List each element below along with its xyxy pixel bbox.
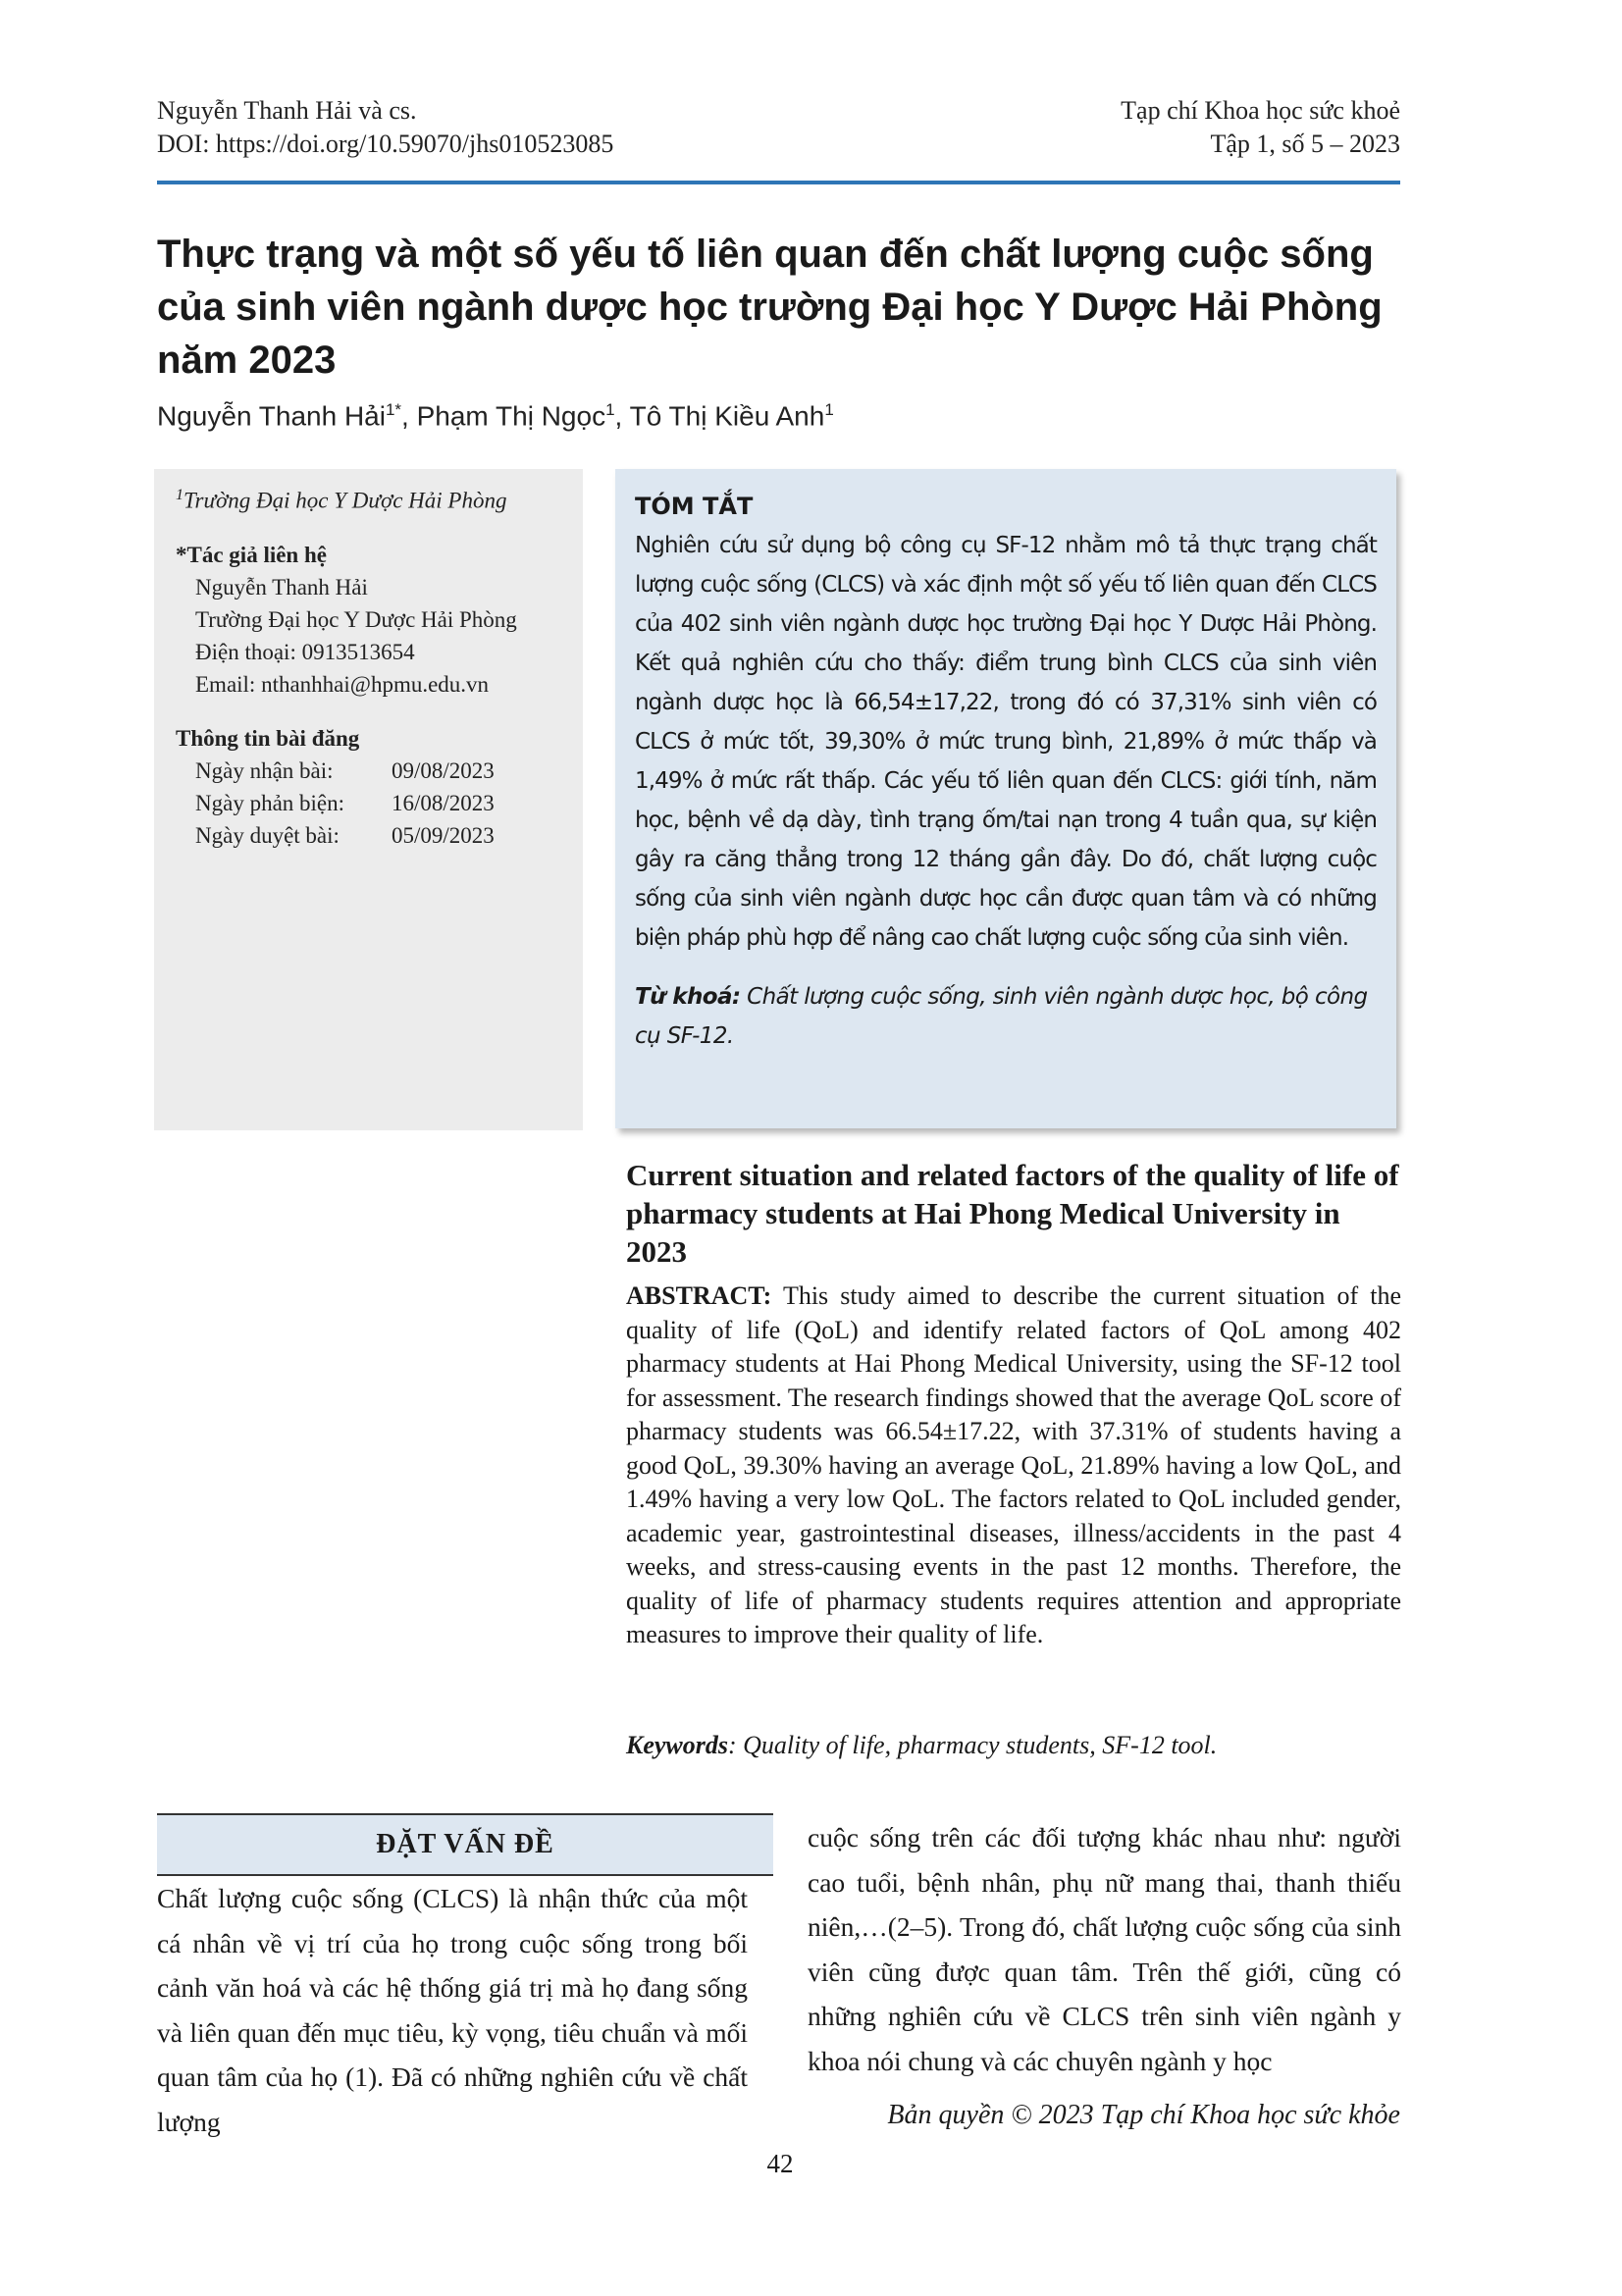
contact-email: Email: nthanhhai@hpmu.edu.vn bbox=[195, 671, 490, 697]
abstract-heading: TÓM TẮT bbox=[635, 493, 754, 520]
vietnamese-abstract-box bbox=[615, 469, 1396, 1128]
affiliation bbox=[176, 479, 583, 517]
accepted-date: 05/09/2023 bbox=[392, 822, 495, 848]
english-keywords-label: Keywords bbox=[626, 1731, 728, 1759]
keywords-label: Từ khoá: bbox=[635, 984, 741, 1010]
header-journal: Tạp chí Khoa học sức khoẻ bbox=[1121, 96, 1400, 125]
contact-org: Trường Đại học Y Dược Hải Phòng bbox=[195, 606, 517, 632]
received-date: 09/08/2023 bbox=[392, 757, 495, 783]
author-marker: 1 bbox=[824, 400, 834, 419]
header-authors: Nguyễn Thanh Hải và cs. bbox=[157, 96, 417, 125]
copyright-notice: Bản quyền © 2023 Tạp chí Khoa học sức khỏe bbox=[887, 2100, 1400, 2130]
accepted-row bbox=[195, 819, 583, 852]
received-label: Ngày nhận bài: bbox=[195, 757, 334, 783]
author-name: Nguyễn Thanh Hải bbox=[157, 400, 386, 432]
english-abstract-text: This study aimed to describe the current situation of the quality of life (QoL) and identify related factors of QoL among 402 pharmacy students at Hai Phong Medical University, using the SF-12 tool for assessment. The research findings showed that the average QoL score of pharmacy students was 66.54±17.22, with 37.31% of students having a good QoL, 39.30% having an average QoL, 21.89% having a low QoL, and 1.49% having a very low QoL. The factors related to QoL included gender, academic year, gastrointestinal diseases, illness/accidents in the past 4 weeks, and stress-causing events in the past 12 months. Therefore, the quality of life of pharmacy students requires attention and appropriate measures to improve their quality of life. bbox=[626, 1281, 1401, 1648]
reviewed-date: 16/08/2023 bbox=[392, 790, 495, 815]
abstract-keywords bbox=[635, 977, 1377, 1056]
author-marker: 1 bbox=[605, 400, 615, 419]
section-heading: ĐẶT VẤN ĐỀ bbox=[157, 1815, 773, 1876]
english-title: Current situation and related factors of the quality of life of pharmacy students at Hai Phong Medical University in 2023 bbox=[626, 1158, 1399, 1269]
contact-phone: Điện thoại: 0913513654 bbox=[195, 639, 415, 664]
header-issue: Tập 1, số 5 – 2023 bbox=[1210, 130, 1400, 158]
header-doi: DOI: https://doi.org/10.59070/jhs010523085 bbox=[157, 130, 614, 158]
reviewed-row bbox=[195, 787, 583, 819]
affiliation-marker: 1 bbox=[176, 487, 183, 503]
publication-info-label: Thông tin bài đăng bbox=[176, 725, 360, 751]
received-row bbox=[195, 755, 583, 787]
abstract-body: Nghiên cứu sử dụng bộ công cụ SF-12 nhằm mô tả thực trạng chất lượng cuộc sống (CLCS) và xác định một số yếu tố liên quan đến CLCS của 402 sinh viên ngành dược học trường Đại học Y Dược Hải Phòng. Kết quả nghiên cứu cho thấy: điểm trung bình CLCS của sinh viên ngành dược học là 66,54±17,22, trong đó có 37,31% sinh viên có CLCS ở mức tốt, 39,30% ở mức trung bình, 21,89% ở mức thấp và 1,49% ở mức rất thấp. Các yếu tố liên quan đến CLCS: giới tính, năm học, bệnh về dạ dày, tình trạng ốm/tai nạn trong 4 tuần qua, sự kiện gây ra căng thẳng trong 12 tháng gần đây. Do đó, chất lượng cuộc sống của sinh viên ngành dược học cần được quan tâm và có những biện pháp phù hợp để nâng cao chất lượng cuộc sống của sinh viên. bbox=[635, 533, 1377, 951]
affiliation-text: Trường Đại học Y Dược Hải Phòng bbox=[183, 488, 507, 513]
article-info-sidebar bbox=[154, 469, 583, 1130]
keywords-text: Chất lượng cuộc sống, sinh viên ngành dược học, bộ công cụ SF-12. bbox=[635, 984, 1368, 1049]
english-keywords bbox=[626, 1729, 1401, 1762]
running-header-left bbox=[157, 94, 613, 161]
page-number: 42 bbox=[766, 2149, 794, 2178]
author-list bbox=[157, 400, 834, 432]
english-abstract bbox=[626, 1279, 1401, 1652]
intro-text-left: Chất lượng cuộc sống (CLCS) là nhận thức của một cá nhân về vị trí của họ trong cuộc sống trong bối cảnh văn hoá và các hệ thống giá trị mà họ đang sống và liên quan đến mục tiêu, kỳ vọng, tiêu chuẩn và mối quan tâm của họ (1). Đã có những nghiên cứu về chất lượng bbox=[157, 1883, 748, 2137]
running-header-right bbox=[1121, 94, 1400, 161]
intro-text-right: cuộc sống trên các đối tượng khác nhau như: người cao tuổi, bệnh nhân, phụ nữ mang thai, thanh thiếu niên,…(2–5). Trong đó, chất lượng cuộc sống của sinh viên cũng được quan tâm. Trên thế giới, cũng có những nghiên cứu về CLCS trên sinh viên ngành y khoa nói chung và các chuyên ngành y học bbox=[808, 1822, 1401, 2076]
accepted-label: Ngày duyệt bài: bbox=[195, 822, 340, 848]
author-name: , Tô Thị Kiều Anh bbox=[614, 400, 825, 432]
header-divider bbox=[157, 181, 1400, 184]
contact-name: Nguyễn Thanh Hải bbox=[195, 574, 368, 600]
article-title: Thực trạng và một số yếu tố liên quan đến chất lượng cuộc sống của sinh viên ngành dược học trường Đại học Y Dược Hải Phòng năm 2023 bbox=[157, 233, 1383, 382]
author-name: , Phạm Thị Ngọc bbox=[401, 400, 606, 432]
english-abstract-label: ABSTRACT: bbox=[626, 1281, 772, 1310]
contact-label: *Tác giả liên hệ bbox=[176, 542, 327, 567]
author-marker: 1* bbox=[385, 400, 402, 419]
english-keywords-text: : Quality of life, pharmacy students, SF-12 tool. bbox=[728, 1731, 1218, 1759]
reviewed-label: Ngày phản biện: bbox=[195, 790, 345, 815]
